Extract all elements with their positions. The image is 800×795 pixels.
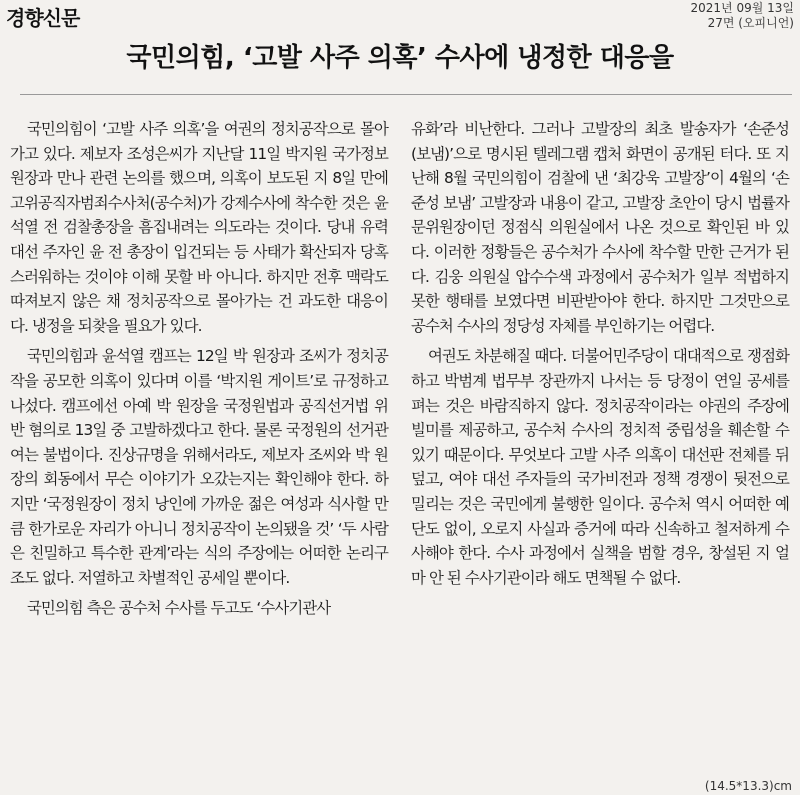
paragraph: 여권도 차분해질 때다. 더불어민주당이 대대적으로 쟁점화하고 박범계 법무부 장관까지 나서는 등 당정이 연일 공세를 펴는 것은 바람직하지 않다. 정치공작이라는 야권의 주장에 빌미를 제공하고, 공수처 수사의 정치적 중립성을 훼손할 수 있기 때문이다. 무엇보다 고발 사주 의혹이 대선판 전체를 뒤덮고, 여야 대선 주자들의 국가비전과 정책 경쟁이 뒷전으로 밀리는 것은 국민에게 불행한 일이다. 공수처 역시 어떠한 예단도 없이, 오로지 사실과 증거에 따라 신속하고 철저하게 수사해야 한다. 수사 과정에서 실책을 범할 경우, 창설된 지 얼마 안 된 수사기관이라 해도 면책될 수 없다.: [411, 347, 789, 587]
article-column-left: [10, 117, 388, 627]
paragraph: 유화’라 비난한다. 그러나 고발장의 최초 발송자가 ‘손준성 (보냄)’으로 명시된 텔레그램 캡처 화면이 공개된 터다. 또 지난해 8월 국민의힘이 검찰에 낸 ‘최강욱 고발장’이 4월의 ‘손준성 보냄’ 고발장과 내용이 같고, 고발장 초안이 당시 법률자문위원장이던 정점식 의원실에서 나온 것으로 확인된 바 있다. 이러한 정황들은 공수처가 수사에 착수할 만한 근거가 된다. 김웅 의원실 압수수색 과정에서 공수처가 일부 적법하지 못한 행태를 보였다면 비판받아야 한다. 하지만 그것만으로 공수처 수사의 정당성 자체를 부인하기는 어렵다.: [411, 120, 789, 335]
paragraph: 국민의힘 측은 공수처 수사를 두고도 ‘수사기관사: [26, 599, 331, 618]
page-section: 27면 (오피니언): [707, 16, 794, 30]
article-column-right: [411, 117, 789, 596]
issue-meta: [691, 1, 794, 31]
issue-date: 2021년 09월 13일: [690, 1, 794, 15]
clipping-size: (14.5*13.3)cm: [704, 779, 792, 793]
paragraph: 국민의힘이 ‘고발 사주 의혹’을 여권의 정치공작으로 몰아가고 있다. 제보자 조성은씨가 지난달 11일 박지원 국가정보원장과 만나 관련 논의를 했으며, 의혹이 보도된 지 8일 만에 고위공직자범죄수사처(공수처)가 강제수사에 착수한 것은 윤석열 전 검찰총장을 흠집내려는 의도라는 것이다. 당내 유력 대선 주자인 윤 전 총장이 입건되는 등 사태가 확산되자 당혹스러워하는 것이야 이해 못할 바 아니다. 하지만 전후 맥락도 따져보지 않은 채 정치공작으로 몰아가는 건 과도한 대응이다. 냉정을 되찾을 필요가 있다.: [10, 120, 388, 335]
headline-divider: [20, 94, 792, 95]
paragraph: 국민의힘과 윤석열 캠프는 12일 박 원장과 조씨가 정치공작을 공모한 의혹이 있다며 이를 ‘박지원 게이트’로 규정하고 나섰다. 캠프에선 아예 박 원장을 국정원법과 공직선거법 위반 혐의로 13일 중 고발하겠다고 한다. 물론 국정원의 선거관여는 불법이다. 진상규명을 위해서라도, 제보자 조씨와 박 원장의 회동에서 무슨 이야기가 오갔는지는 확인해야 한다. 하지만 ‘국정원장이 정치 낭인에 가까운 젊은 여성과 식사할 만큼 한가로운 자리가 아니니 정치공작이 논의됐을 것’ ‘두 사람은 친밀하고 특수한 관계’라는 식의 주장에는 어떠한 논리구조도 없다. 저열하고 차별적인 공세일 뿐이다.: [10, 347, 388, 587]
newspaper-masthead: 경향신문: [6, 6, 80, 30]
article-headline: 국민의힘, ‘고발 사주 의혹’ 수사에 냉정한 대응을: [126, 43, 674, 73]
